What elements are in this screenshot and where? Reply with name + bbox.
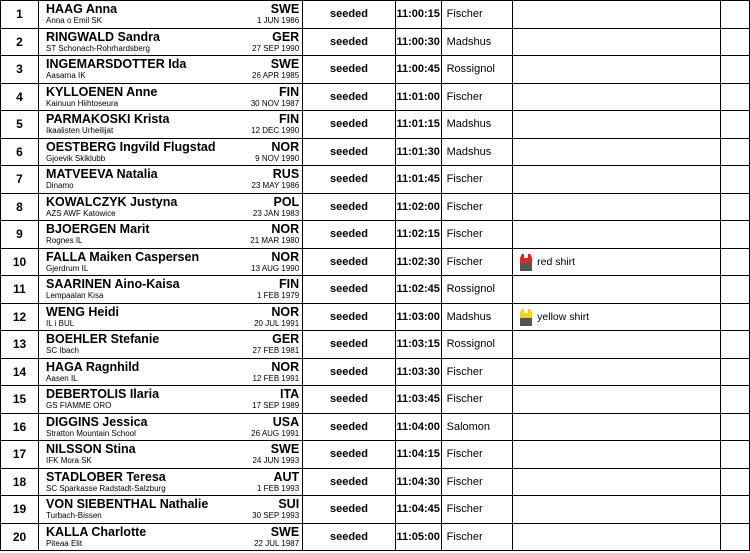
athlete-cell bbox=[39, 83, 303, 111]
athlete-club: Kainuun Hiihtoseura bbox=[46, 98, 119, 108]
bib-number: 20 bbox=[1, 523, 39, 551]
seed-status: seeded bbox=[303, 111, 396, 139]
athlete-name: INGEMARSDOTTER Ida bbox=[46, 57, 187, 71]
athlete-club: Gjerdrum IL bbox=[46, 263, 89, 273]
athlete-row bbox=[1, 1, 750, 29]
athlete-cell bbox=[39, 56, 303, 84]
seed-status: seeded bbox=[303, 358, 396, 386]
seed-status: seeded bbox=[303, 386, 396, 414]
athlete-club: Turbach-Bissen bbox=[46, 511, 102, 520]
start-time: 11:04:15 bbox=[395, 441, 441, 469]
ski-brand: Fischer bbox=[441, 166, 513, 194]
start-time: 11:02:00 bbox=[395, 193, 441, 221]
jersey-icon bbox=[517, 252, 535, 272]
athlete-row bbox=[1, 221, 750, 249]
athlete-birthdate: 22 JUL 1987 bbox=[254, 538, 300, 548]
athlete-birthdate: 12 DEC 1990 bbox=[251, 126, 300, 135]
athlete-birthdate: 17 SEP 1989 bbox=[252, 401, 300, 410]
ski-brand: Fischer bbox=[441, 441, 513, 469]
start-time: 11:04:00 bbox=[395, 413, 441, 441]
athlete-nation: NOR bbox=[271, 359, 300, 374]
leader-shirt-cell bbox=[513, 221, 721, 249]
athlete-birthdate: 12 FEB 1991 bbox=[252, 373, 300, 383]
ski-brand: Salomon bbox=[441, 413, 513, 441]
athlete-name: VON SIEBENTHAL Nathalie bbox=[46, 497, 209, 511]
athlete-cell bbox=[39, 276, 303, 304]
seed-status: seeded bbox=[303, 28, 396, 56]
athlete-club: SC Sparkasse Radstadt-Salzburg bbox=[46, 483, 166, 493]
athlete-club: Rognes IL bbox=[46, 236, 83, 245]
ski-brand: Fischer bbox=[441, 1, 513, 29]
athlete-nation: SWE bbox=[270, 442, 300, 456]
leader-shirt-cell bbox=[513, 28, 721, 56]
seed-status: seeded bbox=[303, 468, 396, 496]
athlete-name: KOWALCZYK Justyna bbox=[46, 194, 178, 209]
athlete-nation: SUI bbox=[278, 497, 300, 511]
seed-status: seeded bbox=[303, 331, 396, 359]
athlete-cell bbox=[39, 303, 303, 331]
athlete-row bbox=[1, 56, 750, 84]
athlete-name: DIGGINS Jessica bbox=[46, 414, 148, 429]
start-time: 11:05:00 bbox=[395, 523, 441, 551]
athlete-cell bbox=[39, 468, 303, 496]
leader-shirt-cell bbox=[513, 1, 721, 29]
start-time: 11:03:00 bbox=[395, 303, 441, 331]
ski-brand: Rossignol bbox=[441, 331, 513, 359]
leader-shirt-cell bbox=[513, 248, 721, 276]
athlete-name: STADLOBER Teresa bbox=[46, 469, 166, 484]
leader-shirt-cell bbox=[513, 523, 721, 551]
leader-shirt-label: red shirt bbox=[537, 255, 576, 268]
seed-status: seeded bbox=[303, 221, 396, 249]
athlete-row bbox=[1, 138, 750, 166]
athlete-cell bbox=[39, 248, 303, 276]
athlete-row bbox=[1, 28, 750, 56]
leader-shirt-cell bbox=[513, 138, 721, 166]
athlete-club: Aasarna IK bbox=[46, 71, 86, 80]
seed-status: seeded bbox=[303, 248, 396, 276]
empty-cell bbox=[721, 111, 750, 139]
athlete-row bbox=[1, 386, 750, 414]
athlete-birthdate: 9 NOV 1990 bbox=[255, 153, 300, 163]
athlete-row bbox=[1, 523, 750, 551]
start-list-body bbox=[1, 1, 750, 551]
seed-status: seeded bbox=[303, 276, 396, 304]
empty-cell bbox=[721, 221, 750, 249]
ski-brand: Fischer bbox=[441, 468, 513, 496]
athlete-nation: FIN bbox=[279, 112, 300, 126]
athlete-birthdate: 26 APR 1985 bbox=[252, 71, 300, 80]
athlete-club: Anna o Emil SK bbox=[46, 16, 103, 25]
athlete-nation: NOR bbox=[271, 249, 300, 264]
start-time: 11:03:45 bbox=[395, 386, 441, 414]
bib-number: 8 bbox=[1, 193, 39, 221]
bib-number: 1 bbox=[1, 1, 39, 29]
seed-status: seeded bbox=[303, 413, 396, 441]
athlete-name: HAAG Anna bbox=[46, 2, 118, 16]
leader-shirt-cell bbox=[513, 193, 721, 221]
bib-number: 2 bbox=[1, 28, 39, 56]
bib-number: 12 bbox=[1, 303, 39, 331]
athlete-club: GS FIAMME ORO bbox=[46, 401, 112, 410]
empty-cell bbox=[721, 523, 750, 551]
athlete-name: KYLLOENEN Anne bbox=[46, 84, 158, 99]
seed-status: seeded bbox=[303, 1, 396, 29]
leader-shirt-cell bbox=[513, 111, 721, 139]
athlete-cell bbox=[39, 221, 303, 249]
ski-brand: Fischer bbox=[441, 221, 513, 249]
athlete-cell bbox=[39, 386, 303, 414]
leader-shirt-cell bbox=[513, 331, 721, 359]
athlete-birthdate: 27 SEP 1990 bbox=[252, 43, 300, 53]
ski-brand: Madshus bbox=[441, 303, 513, 331]
athlete-row bbox=[1, 413, 750, 441]
start-time: 11:03:30 bbox=[395, 358, 441, 386]
athlete-row bbox=[1, 468, 750, 496]
empty-cell bbox=[721, 303, 750, 331]
start-time: 11:04:30 bbox=[395, 468, 441, 496]
bib-number: 19 bbox=[1, 496, 39, 524]
athlete-name: FALLA Maiken Caspersen bbox=[46, 249, 200, 264]
leader-shirt-cell bbox=[513, 166, 721, 194]
athlete-nation: NOR bbox=[271, 222, 300, 236]
seed-status: seeded bbox=[303, 523, 396, 551]
empty-cell bbox=[721, 468, 750, 496]
start-time: 11:04:45 bbox=[395, 496, 441, 524]
athlete-row bbox=[1, 303, 750, 331]
leader-shirt-cell bbox=[513, 276, 721, 304]
athlete-birthdate: 24 JUN 1993 bbox=[252, 456, 300, 465]
athlete-birthdate: 21 MAR 1980 bbox=[250, 236, 300, 245]
ski-brand: Fischer bbox=[441, 386, 513, 414]
start-time: 11:01:00 bbox=[395, 83, 441, 111]
ski-brand: Fischer bbox=[441, 83, 513, 111]
athlete-row bbox=[1, 441, 750, 469]
athlete-birthdate: 27 FEB 1981 bbox=[252, 346, 300, 355]
ski-brand: Fischer bbox=[441, 358, 513, 386]
empty-cell bbox=[721, 83, 750, 111]
athlete-nation: POL bbox=[273, 194, 300, 209]
athlete-birthdate: 23 JAN 1983 bbox=[252, 208, 300, 218]
athlete-club: Gjoevik Skiklubb bbox=[46, 153, 106, 163]
ski-brand: Rossignol bbox=[441, 56, 513, 84]
athlete-cell bbox=[39, 358, 303, 386]
empty-cell bbox=[721, 248, 750, 276]
athlete-club: Ikaalisten Urheilijat bbox=[46, 126, 114, 135]
start-time: 11:02:15 bbox=[395, 221, 441, 249]
athlete-birthdate: 1 FEB 1993 bbox=[256, 483, 300, 493]
athlete-nation: GER bbox=[272, 332, 300, 346]
athlete-cell bbox=[39, 166, 303, 194]
bib-number: 7 bbox=[1, 166, 39, 194]
empty-cell bbox=[721, 56, 750, 84]
athlete-club: Lempaalan Kisa bbox=[46, 291, 104, 300]
seed-status: seeded bbox=[303, 138, 396, 166]
athlete-name: SAARINEN Aino-Kaisa bbox=[46, 277, 180, 291]
athlete-row bbox=[1, 83, 750, 111]
jersey-icon bbox=[517, 307, 535, 327]
bib-number: 18 bbox=[1, 468, 39, 496]
athlete-cell bbox=[39, 1, 303, 29]
athlete-club: Dinamo bbox=[46, 181, 74, 190]
leader-shirt-cell bbox=[513, 386, 721, 414]
leader-shirt-cell bbox=[513, 496, 721, 524]
athlete-club: SC Ibach bbox=[46, 346, 79, 355]
athlete-nation: RUS bbox=[272, 167, 300, 181]
empty-cell bbox=[721, 441, 750, 469]
athlete-club: ST Schonach-Rohrhardsberg bbox=[46, 43, 150, 53]
athlete-cell bbox=[39, 441, 303, 469]
bib-number: 5 bbox=[1, 111, 39, 139]
empty-cell bbox=[721, 413, 750, 441]
athlete-name: OESTBERG Ingvild Flugstad bbox=[46, 139, 216, 154]
seed-status: seeded bbox=[303, 303, 396, 331]
athlete-row bbox=[1, 331, 750, 359]
empty-cell bbox=[721, 193, 750, 221]
athlete-row bbox=[1, 193, 750, 221]
athlete-cell bbox=[39, 193, 303, 221]
athlete-birthdate: 26 AUG 1991 bbox=[251, 428, 300, 438]
athlete-birthdate: 23 MAY 1986 bbox=[251, 181, 300, 190]
leader-shirt-cell bbox=[513, 303, 721, 331]
leader-shirt-cell bbox=[513, 413, 721, 441]
athlete-row bbox=[1, 358, 750, 386]
empty-cell bbox=[721, 331, 750, 359]
ski-brand: Rossignol bbox=[441, 276, 513, 304]
athlete-nation: NOR bbox=[271, 304, 300, 319]
leader-shirt-label: yellow shirt bbox=[537, 310, 590, 323]
athlete-nation: ITA bbox=[279, 387, 300, 401]
bib-number: 15 bbox=[1, 386, 39, 414]
athlete-name: MATVEEVA Natalia bbox=[46, 167, 158, 181]
athlete-cell bbox=[39, 496, 303, 524]
bib-number: 6 bbox=[1, 138, 39, 166]
leader-shirt-cell bbox=[513, 83, 721, 111]
athlete-nation: SWE bbox=[270, 57, 300, 71]
athlete-nation: SWE bbox=[270, 524, 300, 539]
empty-cell bbox=[721, 138, 750, 166]
athlete-birthdate: 30 NOV 1987 bbox=[250, 98, 300, 108]
seed-status: seeded bbox=[303, 83, 396, 111]
athlete-birthdate: 1 FEB 1979 bbox=[256, 291, 300, 300]
athlete-nation: GER bbox=[272, 29, 300, 44]
bib-number: 10 bbox=[1, 248, 39, 276]
athlete-row bbox=[1, 111, 750, 139]
bib-number: 16 bbox=[1, 413, 39, 441]
seed-status: seeded bbox=[303, 56, 396, 84]
ski-brand: Fischer bbox=[441, 496, 513, 524]
athlete-club: IL i BUL bbox=[46, 318, 75, 328]
seed-status: seeded bbox=[303, 496, 396, 524]
leader-shirt-cell bbox=[513, 468, 721, 496]
leader-shirt-cell bbox=[513, 358, 721, 386]
athlete-cell bbox=[39, 413, 303, 441]
seed-status: seeded bbox=[303, 166, 396, 194]
leader-shirt-cell bbox=[513, 56, 721, 84]
athlete-club: IFK Mora SK bbox=[46, 456, 92, 465]
athlete-birthdate: 20 JUL 1991 bbox=[254, 318, 300, 328]
start-time: 11:01:15 bbox=[395, 111, 441, 139]
start-time: 11:02:30 bbox=[395, 248, 441, 276]
ski-brand: Fischer bbox=[441, 248, 513, 276]
athlete-cell bbox=[39, 138, 303, 166]
empty-cell bbox=[721, 166, 750, 194]
start-time: 11:02:45 bbox=[395, 276, 441, 304]
start-time: 11:00:30 bbox=[395, 28, 441, 56]
empty-cell bbox=[721, 276, 750, 304]
athlete-name: RINGWALD Sandra bbox=[46, 29, 160, 44]
bib-number: 13 bbox=[1, 331, 39, 359]
athlete-name: KALLA Charlotte bbox=[46, 524, 147, 539]
athlete-name: BOEHLER Stefanie bbox=[46, 332, 160, 346]
athlete-row bbox=[1, 276, 750, 304]
athlete-cell bbox=[39, 523, 303, 551]
athlete-name: NILSSON Stina bbox=[46, 442, 136, 456]
start-time: 11:00:45 bbox=[395, 56, 441, 84]
athlete-birthdate: 30 SEP 1993 bbox=[252, 511, 300, 520]
athlete-cell bbox=[39, 28, 303, 56]
athlete-club: AZS AWF Katowice bbox=[46, 208, 116, 218]
athlete-name: WENG Heidi bbox=[46, 304, 119, 319]
ski-brand: Madshus bbox=[441, 138, 513, 166]
athlete-nation: SWE bbox=[270, 2, 300, 16]
start-time: 11:00:15 bbox=[395, 1, 441, 29]
athlete-nation: NOR bbox=[271, 139, 300, 154]
seed-status: seeded bbox=[303, 193, 396, 221]
start-time: 11:01:30 bbox=[395, 138, 441, 166]
ski-brand: Fischer bbox=[441, 523, 513, 551]
empty-cell bbox=[721, 496, 750, 524]
athlete-row bbox=[1, 496, 750, 524]
athlete-nation: AUT bbox=[273, 469, 300, 484]
bib-number: 17 bbox=[1, 441, 39, 469]
athlete-name: PARMAKOSKI Krista bbox=[46, 112, 170, 126]
seed-status: seeded bbox=[303, 441, 396, 469]
athlete-row bbox=[1, 248, 750, 276]
athlete-birthdate: 1 JUN 1986 bbox=[256, 16, 300, 25]
start-time: 11:01:45 bbox=[395, 166, 441, 194]
athlete-row bbox=[1, 166, 750, 194]
athlete-name: BJOERGEN Marit bbox=[46, 222, 150, 236]
bib-number: 3 bbox=[1, 56, 39, 84]
bib-number: 11 bbox=[1, 276, 39, 304]
leader-shirt-cell bbox=[513, 441, 721, 469]
athlete-cell bbox=[39, 331, 303, 359]
ski-brand: Madshus bbox=[441, 28, 513, 56]
empty-cell bbox=[721, 386, 750, 414]
athlete-name: DEBERTOLIS Ilaria bbox=[46, 387, 160, 401]
athlete-cell bbox=[39, 111, 303, 139]
ski-brand: Madshus bbox=[441, 111, 513, 139]
start-time: 11:03:15 bbox=[395, 331, 441, 359]
bib-number: 4 bbox=[1, 83, 39, 111]
athlete-club: Piteaa Elit bbox=[46, 538, 83, 548]
athlete-club: Stratton Mountain School bbox=[46, 428, 136, 438]
ski-brand: Fischer bbox=[441, 193, 513, 221]
empty-cell bbox=[721, 1, 750, 29]
athlete-nation: FIN bbox=[279, 84, 300, 99]
athlete-nation: FIN bbox=[279, 277, 300, 291]
empty-cell bbox=[721, 358, 750, 386]
athlete-nation: USA bbox=[272, 414, 300, 429]
bib-number: 9 bbox=[1, 221, 39, 249]
athlete-name: HAGA Ragnhild bbox=[46, 359, 140, 374]
empty-cell bbox=[721, 28, 750, 56]
bib-number: 14 bbox=[1, 358, 39, 386]
athlete-club: Aasen IL bbox=[46, 373, 78, 383]
athlete-birthdate: 13 AUG 1990 bbox=[251, 263, 300, 273]
